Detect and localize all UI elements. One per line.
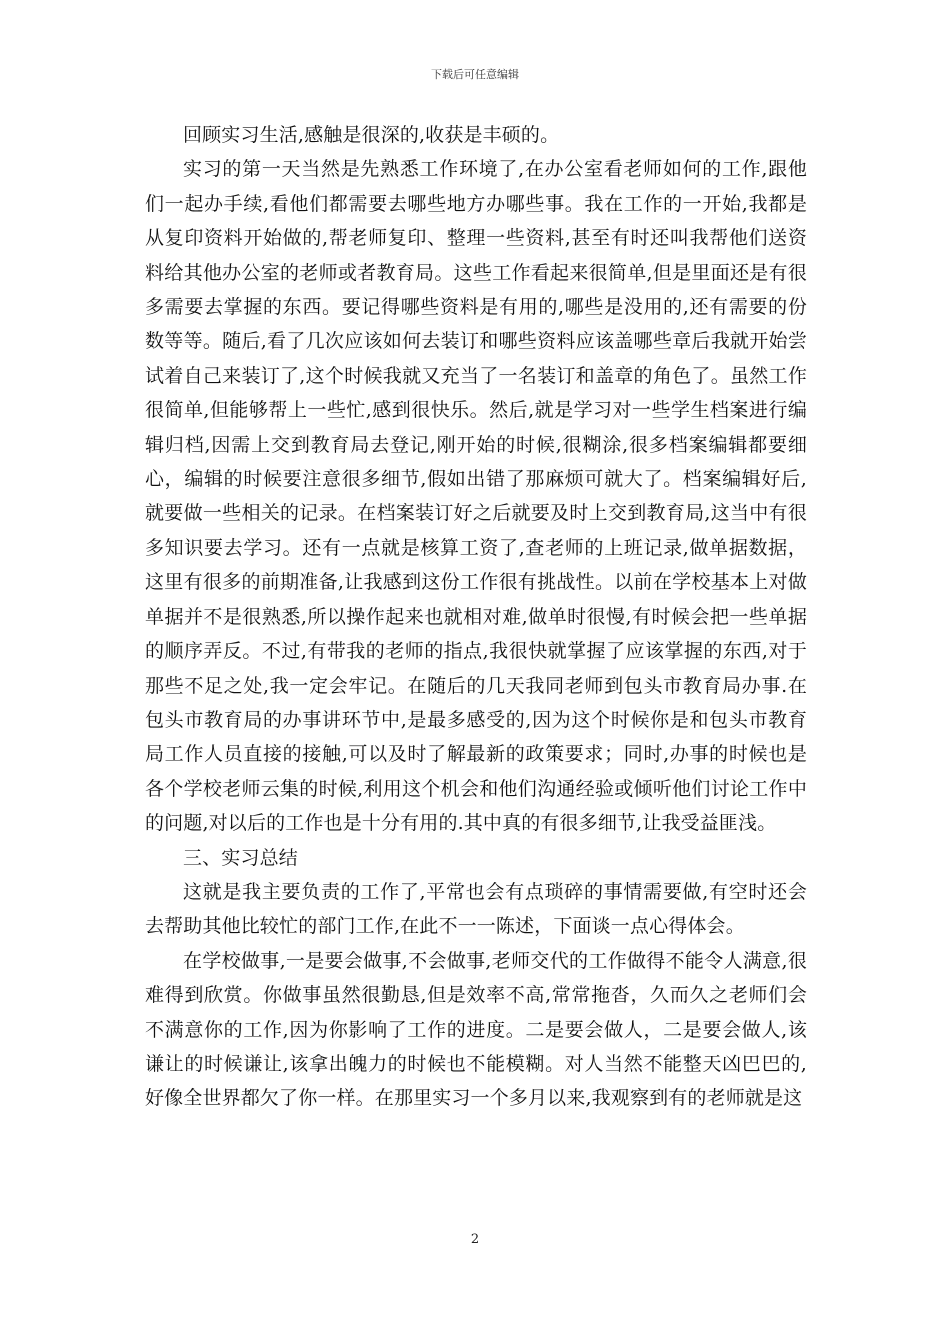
paragraph-main-work: 这就是我主要负责的工作了,平常也会有点琐碎的事情需要做,有空时还会去帮助其他比较忙的部门工作,在此不一一陈述，下面谈一点心得体会。 xyxy=(145,880,807,938)
paragraph-first-day: 实习的第一天当然是先熟悉工作环境了,在办公室看老师如何的工作,跟他们一起办手续,看他们都需要去哪些地方办哪些事。我在工作的一开始,我都是从复印资料开始做的,帮老师复印、整理一些资料,甚至有时还叫我帮他们送资料给其他办公室的老师或者教育局。这些工作看起来很简单,但是里面还是有很多需要去掌握的东西。要记得哪些资料是有用的,哪些是没用的,还有需要的份数等等。随后,看了几次应该如何去装订和哪些资料应该盖哪些章后我就开始尝试着自己来装订了,这个时候我就又充当了一名装订和盖章的角色了。虽然工作很简单,但能够帮上一些忙,感到很快乐。然后,就是学习对一些学生档案进行编辑归档,因需上交到教育局去登记,刚开始的时候,很糊涂,很多档案编辑都要细心，编辑的时候要注意很多细节,假如出错了那麻烦可就大了。档案编辑好后,就要做一些相关的记录。在档案装订好之后就要及时上交到教育局,这当中有很多知识要去学习。还有一点就是核算工资了,查老师的上班记录,做单据数据，这里有很多的前期准备,让我感到这份工作很有挑战性。以前在学校基本上对做单据并不是很熟悉,所以操作起来也就相对难,做单时很慢,有时候会把一些单据的顺序弄反。不过,有带我的老师的指点,我很快就掌握了应该掌握的东西,对于那些不足之处,我一定会牢记。在随后的几天我同老师到包头市教育局办事.在包头市教育局的办事讲环节中,是最多感受的,因为这个时候你是和包头市教育局工作人员直接的接触,可以及时了解最新的政策要求；同时,办事的时候也是各个学校老师云集的时候,利用这个机会和他们沟通经验或倾听他们讨论工作中的问题,对以后的工作也是十分有用的.其中真的有很多细节,让我受益匪浅。 xyxy=(145,158,807,835)
page-number: 2 xyxy=(470,1232,480,1247)
paragraph-school-work: 在学校做事,一是要会做事,不会做事,老师交代的工作做得不能令人满意,很难得到欣赏。你做事虽然很勤恳,但是效率不高,常常拖沓，久而久之老师们会不满意你的工作,因为你影响了工作的进度。二是要会做人，二是要会做人,该谦让的时候谦让,该拿出魄力的时候也不能模糊。对人当然不能整天凶巴巴的,好像全世界都欠了你一样。在那里实习一个多月以来,我观察到有的老师就是这 xyxy=(145,949,807,1110)
document-body xyxy=(145,118,807,1116)
page-header: 下载后可任意编辑 xyxy=(431,68,519,81)
section-heading-summary: 三、实习总结 xyxy=(183,846,298,869)
paragraph-review: 回顾实习生活,感触是很深的,收获是丰硕的。 xyxy=(183,124,560,146)
